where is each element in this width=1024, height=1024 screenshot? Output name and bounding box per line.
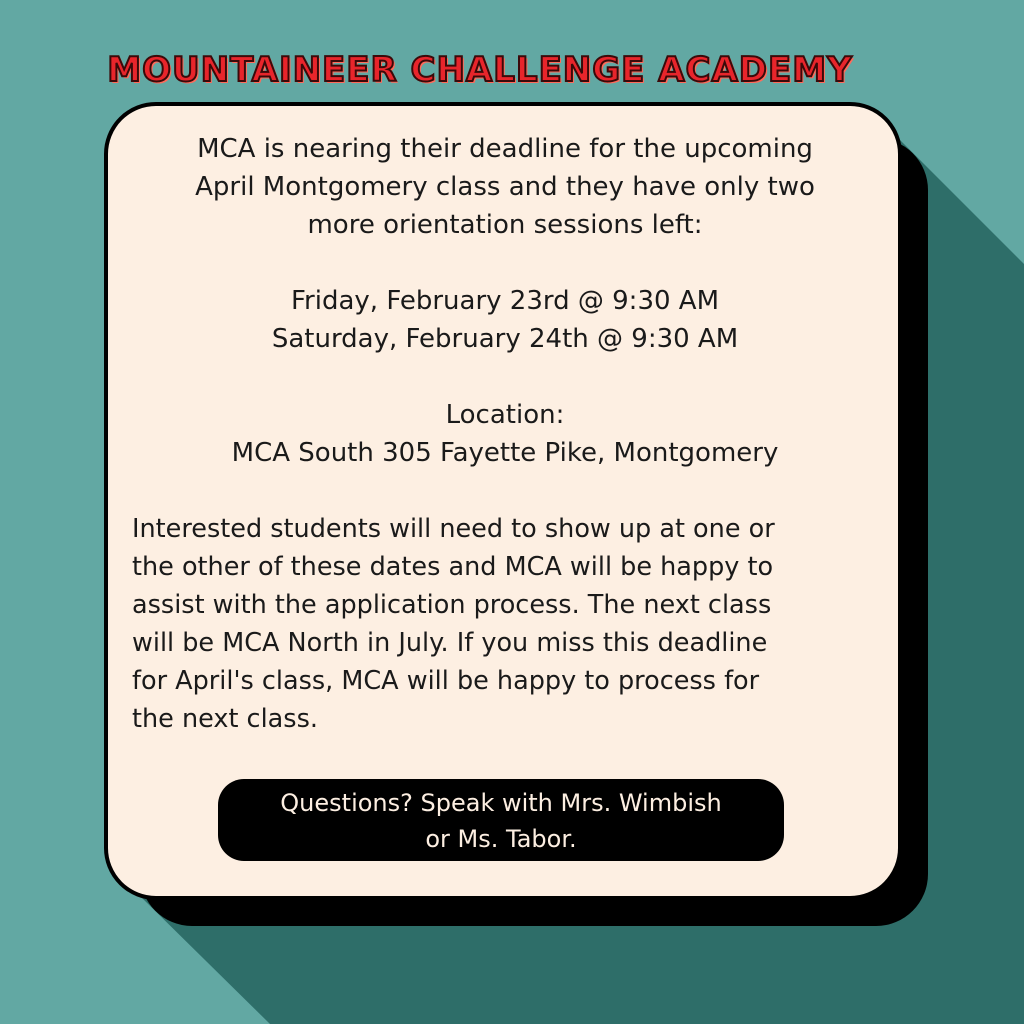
intro-line: MCA is nearing their deadline for the upcoming bbox=[197, 134, 813, 164]
intro-line: April Montgomery class and they have only two bbox=[195, 172, 815, 202]
details-line: the other of these dates and MCA will be happy to bbox=[132, 552, 774, 582]
details-line: will be MCA North in July. If you miss this deadline bbox=[132, 628, 768, 658]
session-list bbox=[150, 282, 860, 358]
location-address: MCA South 305 Fayette Pike, Montgomery bbox=[231, 438, 779, 468]
intro-text bbox=[150, 130, 860, 244]
intro-line: more orientation sessions left: bbox=[307, 210, 703, 240]
contact-banner bbox=[218, 779, 784, 861]
contact-line: Questions? Speak with Mrs. Wimbish bbox=[280, 789, 722, 817]
details-line: the next class. bbox=[132, 704, 318, 734]
details-line: Interested students will need to show up at one or bbox=[132, 514, 775, 544]
details-line: assist with the application process. The next class bbox=[132, 590, 772, 620]
location-label: Location: bbox=[445, 400, 565, 430]
page-title: MOUNTAINEER CHALLENGE ACADEMY bbox=[107, 50, 853, 90]
location-block bbox=[150, 396, 860, 472]
session-date: Saturday, February 24th @ 9:30 AM bbox=[271, 324, 739, 354]
details-line: for April's class, MCA will be happy to process for bbox=[132, 666, 760, 696]
details-paragraph bbox=[132, 510, 862, 738]
session-date: Friday, February 23rd @ 9:30 AM bbox=[290, 286, 720, 316]
contact-line: or Ms. Tabor. bbox=[425, 825, 577, 853]
